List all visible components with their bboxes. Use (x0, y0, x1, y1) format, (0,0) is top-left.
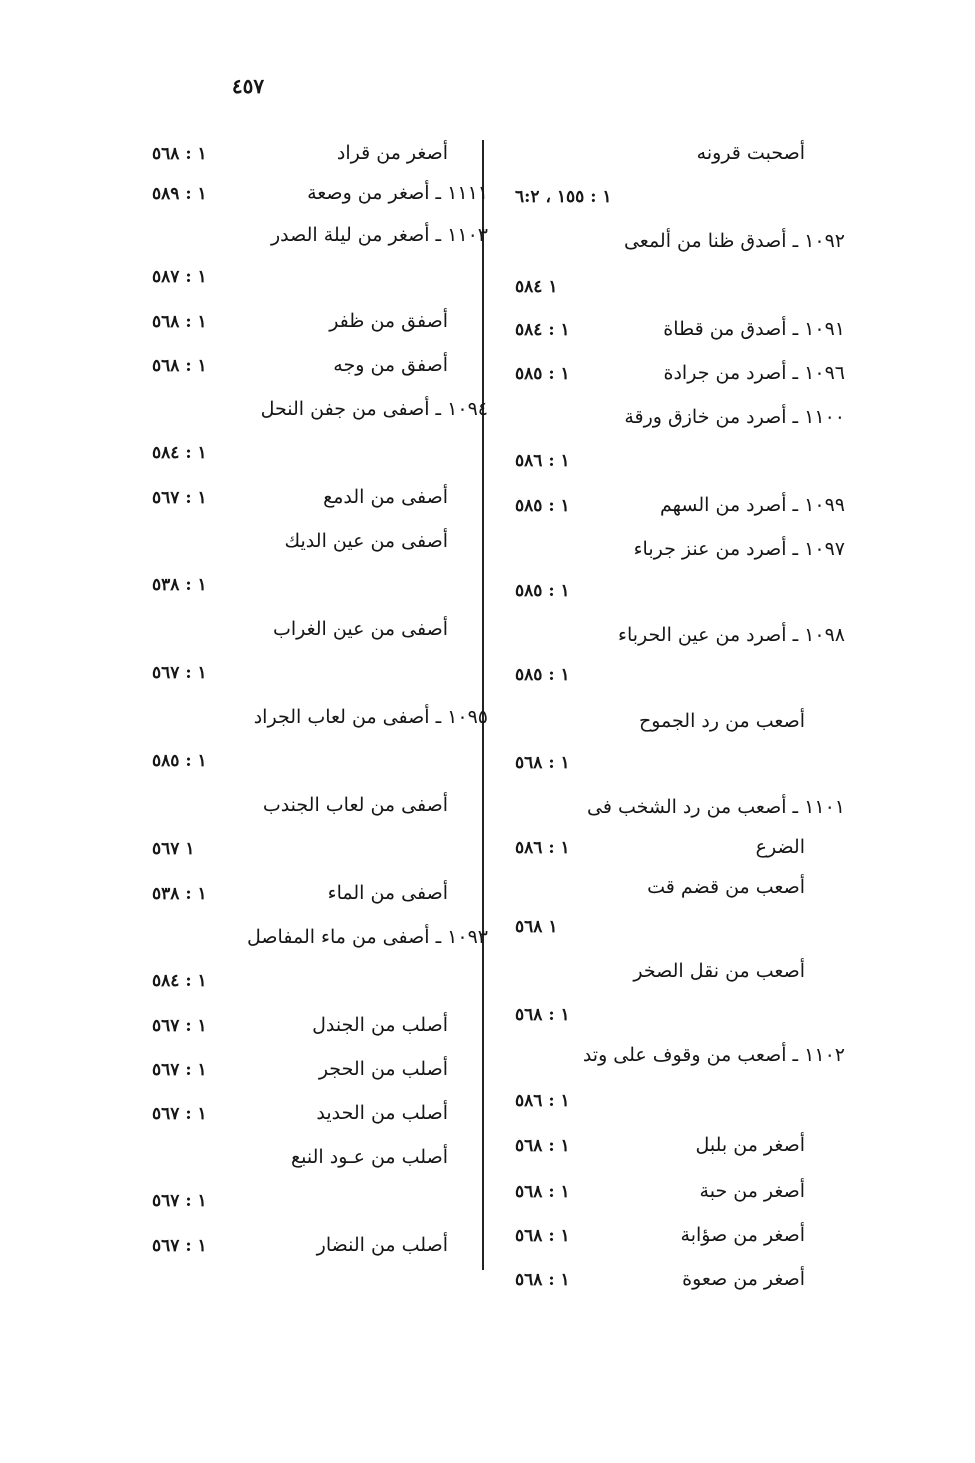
entry-text: أصغر من صؤابة (680, 1224, 805, 1246)
right-column (515, 138, 845, 1308)
entry-text: ١٠٩٩ ـ أصرد من السهم (660, 494, 845, 516)
entry-text: أصلب من الحديد (316, 1102, 448, 1124)
entry-text: أصفى من الماء (327, 882, 448, 904)
index-entry (515, 138, 845, 182)
index-entry (515, 832, 845, 872)
entry-text: أصفق من وجه (333, 354, 448, 376)
index-entry (515, 792, 845, 832)
entry-text: أصفق من ظفر (329, 310, 448, 332)
index-entry (515, 272, 845, 314)
index-entry (515, 446, 845, 490)
index-entry (152, 220, 488, 262)
entry-reference: ١ : ٥٨٦ (515, 1091, 570, 1111)
index-entry (515, 1220, 845, 1264)
index-entry (515, 956, 845, 1000)
index-entry (152, 922, 488, 966)
index-entry (152, 834, 488, 878)
index-entry (152, 658, 488, 702)
index-entry (515, 912, 845, 956)
entry-text: ١٠٩٤ ـ أصفى من جفن النحل (260, 398, 488, 420)
entry-reference: ١ : ٥٦٨ (515, 1005, 570, 1025)
index-entry (152, 306, 488, 350)
entry-reference: ١ : ٥٦٧ (152, 663, 207, 683)
index-entry (515, 1086, 845, 1130)
entry-text: أصلب من النضار (316, 1234, 448, 1256)
entry-text: ١٠٩٨ ـ أصرد من عين الحرباء (618, 624, 845, 646)
index-entry (152, 1142, 488, 1186)
entry-text: ١٠٩٥ ـ أصفى من لعاب الجراد (253, 706, 488, 728)
index-entry (515, 1264, 845, 1308)
entry-reference: ١ : ٥٦٧ (152, 1016, 207, 1036)
entry-reference: ١ : ٥٦٧ (152, 1060, 207, 1080)
entry-reference: ١ : ٥٨٥ (515, 581, 570, 601)
index-entry (515, 182, 845, 226)
entry-text: أصفى من عين الغراب (272, 618, 448, 640)
index-entry (515, 490, 845, 534)
entry-reference: ١ : ٥٨٥ (515, 496, 570, 516)
index-entry (515, 226, 845, 272)
index-entry (515, 620, 845, 660)
entry-text: أصغر من قراد (336, 142, 448, 164)
index-entry (152, 262, 488, 306)
index-entry (152, 966, 488, 1010)
entry-text: أصحبت قرونه (696, 142, 805, 164)
index-entry (152, 1054, 488, 1098)
index-entry (152, 178, 488, 220)
page-number: ٤٥٧ (231, 74, 265, 98)
index-entry (152, 570, 488, 614)
entry-reference: ١ ٥٦٨ (515, 917, 558, 937)
index-entry (152, 746, 488, 790)
entry-reference: ١ : ٥٦٨ (515, 753, 570, 773)
index-entry (152, 138, 488, 178)
entry-reference: ١ : ٥٨٤ (515, 320, 570, 340)
entry-text: ١٠٩٦ ـ أصرد من جرادة (663, 362, 845, 384)
index-entry (152, 482, 488, 526)
entry-text: ١١٠١ ـ أصعب من رد الشخب فى (586, 796, 845, 818)
entry-text: أصعب من رد الجموح (638, 710, 805, 732)
entry-text: أصفى من لعاب الجندب (262, 794, 448, 816)
index-entry (152, 790, 488, 834)
entry-reference: ١ : ٥٨٤ (152, 443, 207, 463)
entry-reference: ١ : ١٥٥ ، ٦:٢ (515, 187, 612, 207)
entry-reference: ١ : ٥٦٨ (152, 312, 207, 332)
entry-reference: ١ ٥٨٤ (515, 277, 558, 297)
entry-reference: ١ : ٥٦٨ (152, 356, 207, 376)
index-entry (152, 702, 488, 746)
index-entry (152, 878, 488, 922)
index-entry (152, 1230, 488, 1274)
index-entry (152, 394, 488, 438)
entry-reference: ١ : ٥٨٩ (152, 184, 207, 204)
entry-text: أصفى من عين الديك (284, 530, 448, 552)
entry-reference: ١ : ٥٨٥ (152, 751, 207, 771)
entry-reference: ١ : ٥٨٥ (515, 665, 570, 685)
index-entry (152, 1186, 488, 1230)
entry-reference: ١ : ٥٦٧ (152, 1236, 207, 1256)
entry-reference: ١ : ٥٣٨ (152, 575, 207, 595)
index-entry (515, 358, 845, 402)
index-entry (152, 1010, 488, 1054)
entry-reference: ١ : ٥٦٧ (152, 1104, 207, 1124)
index-entry (515, 314, 845, 358)
entry-reference: ١ : ٥٦٧ (152, 488, 207, 508)
index-entry (515, 576, 845, 620)
entry-reference: ١ : ٥٦٨ (515, 1182, 570, 1202)
index-entry (152, 1098, 488, 1142)
entry-text: أصغر من صعوة (682, 1268, 805, 1290)
entry-text: أصعب من نقل الصخر (633, 960, 805, 982)
entry-text: ١١٠٣ ـ أصغر من ليلة الصدر (271, 224, 488, 246)
entry-reference: ١ : ٥٨٥ (515, 364, 570, 384)
entry-text: ١٠٩٢ ـ أصدق ظنا من ألمعى (623, 230, 845, 252)
entry-reference: ١ : ٥٦٨ (152, 144, 207, 164)
entry-reference: ١ : ٥٨٦ (515, 838, 570, 858)
entry-text: ١٠٩١ ـ أصدق من قطاة (663, 318, 845, 340)
entry-reference: ١ : ٥٦٨ (515, 1226, 570, 1246)
left-column (152, 138, 488, 1274)
entry-reference: ١ : ٥٦٨ (515, 1136, 570, 1156)
index-entry (515, 534, 845, 576)
index-entry (515, 1130, 845, 1176)
index-entry (152, 438, 488, 482)
index-entry (152, 526, 488, 570)
entry-text: ١١٠٠ ـ أصرد من خازق ورقة (624, 406, 845, 428)
entry-text: أصغر من حبة (699, 1180, 805, 1202)
entry-text: أصفى من الدمع (323, 486, 448, 508)
entry-text: الضرع (755, 836, 805, 858)
index-entry (515, 872, 845, 912)
index-entry (515, 1040, 845, 1086)
entry-text: ١٠٩٣ ـ أصفى من ماء المفاصل (247, 926, 488, 948)
entry-text: أصعب من قضم قت (647, 876, 805, 898)
entry-reference: ١ : ٥٨٧ (152, 267, 207, 287)
index-entry (515, 1176, 845, 1220)
entry-reference: ١ : ٥٦٧ (152, 1191, 207, 1211)
entry-text: أصلب من الحجر (318, 1058, 448, 1080)
index-entry (152, 350, 488, 394)
entry-reference: ١ : ٥٨٦ (515, 451, 570, 471)
entry-reference: ١ : ٥٣٨ (152, 884, 207, 904)
entry-text: أصلب من عـود النبع (291, 1146, 448, 1168)
index-entry (515, 660, 845, 706)
index-entry (515, 748, 845, 792)
entry-reference: ١ : ٥٦٨ (515, 1270, 570, 1290)
index-entry (515, 1000, 845, 1040)
entry-reference: ١ : ٥٨٤ (152, 971, 207, 991)
entry-text: ١١٠٢ ـ أصعب من وقوف على وتد (582, 1044, 845, 1066)
entry-text: أصغر من بلبل (695, 1134, 805, 1156)
index-entry (152, 614, 488, 658)
index-entry (515, 402, 845, 446)
entry-text: ١١١١ ـ أصغر من وصعة (307, 182, 488, 204)
index-entry (515, 706, 845, 748)
entry-reference: ١ ٥٦٧ (152, 839, 195, 859)
entry-text: أصلب من الجندل (312, 1014, 448, 1036)
entry-text: ١٠٩٧ ـ أصرد من عنز جرباء (633, 538, 845, 560)
